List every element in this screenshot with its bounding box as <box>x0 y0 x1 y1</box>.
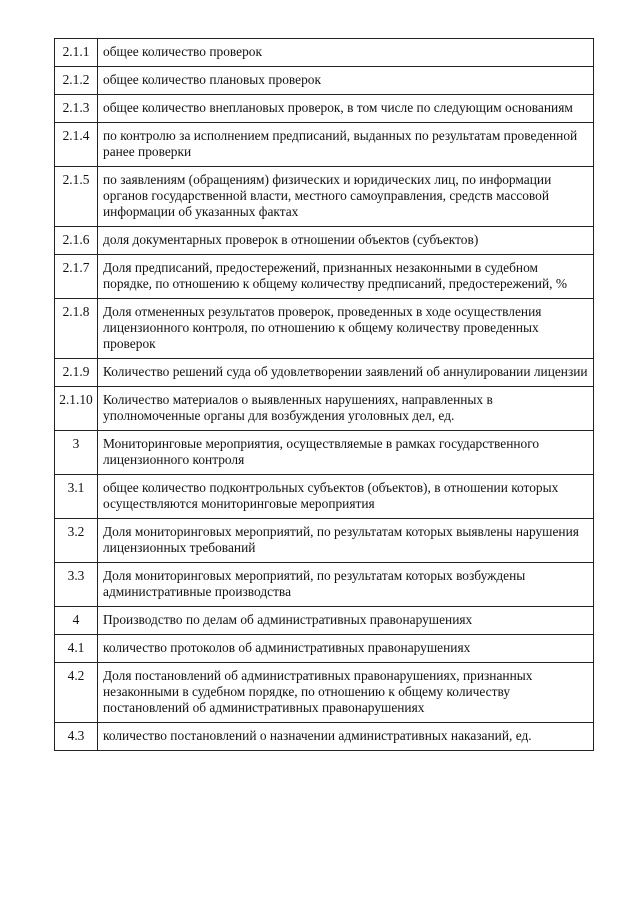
row-description-cell: Доля отмененных результатов проверок, проведенных в ходе осуществления лицензионного контроля, по отношению к общему количеству проведенных проверок <box>98 299 594 359</box>
table-row <box>55 635 594 663</box>
row-number-cell: 2.1.9 <box>55 359 98 387</box>
table-row <box>55 475 594 519</box>
row-number-cell: 3 <box>55 431 98 475</box>
row-number-cell: 2.1.1 <box>55 39 98 67</box>
row-number-cell: 2.1.8 <box>55 299 98 359</box>
row-number-cell: 3.3 <box>55 563 98 607</box>
table-row <box>55 123 594 167</box>
row-description-cell: Доля постановлений об административных правонарушениях, признанных незаконными в судебном порядке, по отношению к общему количеству постановлений об административных правонарушениях <box>98 663 594 723</box>
row-number-cell: 2.1.5 <box>55 167 98 227</box>
table-row <box>55 299 594 359</box>
table-row <box>55 723 594 751</box>
row-description-cell: Производство по делам об административных правонарушениях <box>98 607 594 635</box>
table-row <box>55 95 594 123</box>
table-row <box>55 227 594 255</box>
indicators-table-body <box>55 39 594 751</box>
row-description-cell: общее количество подконтрольных субъектов (объектов), в отношении которых осуществляются мониторинговые мероприятия <box>98 475 594 519</box>
table-row <box>55 387 594 431</box>
table-row <box>55 607 594 635</box>
row-number-cell: 4.3 <box>55 723 98 751</box>
row-description-cell: количество протоколов об административных правонарушениях <box>98 635 594 663</box>
table-row <box>55 563 594 607</box>
row-description-cell: Доля мониторинговых мероприятий, по результатам которых выявлены нарушения лицензионных требований <box>98 519 594 563</box>
table-row <box>55 39 594 67</box>
table-row <box>55 519 594 563</box>
row-number-cell: 2.1.4 <box>55 123 98 167</box>
row-description-cell: доля документарных проверок в отношении объектов (субъектов) <box>98 227 594 255</box>
table-row <box>55 167 594 227</box>
row-description-cell: Доля мониторинговых мероприятий, по результатам которых возбуждены административные производства <box>98 563 594 607</box>
table-row <box>55 431 594 475</box>
table-row <box>55 359 594 387</box>
table-row <box>55 663 594 723</box>
row-number-cell: 3.1 <box>55 475 98 519</box>
row-description-cell: Доля предписаний, предостережений, признанных незаконными в судебном порядке, по отношению к общему количеству предписаний, предостережений, % <box>98 255 594 299</box>
row-description-cell: Количество материалов о выявленных нарушениях, направленных в уполномоченные органы для возбуждения уголовных дел, ед. <box>98 387 594 431</box>
row-number-cell: 3.2 <box>55 519 98 563</box>
row-number-cell: 4.1 <box>55 635 98 663</box>
row-number-cell: 2.1.10 <box>55 387 98 431</box>
row-number-cell: 2.1.7 <box>55 255 98 299</box>
row-description-cell: количество постановлений о назначении административных наказаний, ед. <box>98 723 594 751</box>
row-description-cell: Количество решений суда об удовлетворении заявлений об аннулировании лицензии <box>98 359 594 387</box>
row-number-cell: 2.1.2 <box>55 67 98 95</box>
indicators-table <box>54 38 594 751</box>
row-description-cell: по заявлениям (обращениям) физических и юридических лиц, по информации органов государственной власти, местного самоуправления, средств массовой информации об указанных фактах <box>98 167 594 227</box>
row-number-cell: 2.1.6 <box>55 227 98 255</box>
table-row <box>55 67 594 95</box>
row-description-cell: Мониторинговые мероприятия, осуществляемые в рамках государственного лицензионного контроля <box>98 431 594 475</box>
row-number-cell: 4 <box>55 607 98 635</box>
row-description-cell: общее количество плановых проверок <box>98 67 594 95</box>
row-description-cell: по контролю за исполнением предписаний, выданных по результатам проведенной ранее проверки <box>98 123 594 167</box>
table-row <box>55 255 594 299</box>
row-number-cell: 4.2 <box>55 663 98 723</box>
row-description-cell: общее количество проверок <box>98 39 594 67</box>
row-number-cell: 2.1.3 <box>55 95 98 123</box>
row-description-cell: общее количество внеплановых проверок, в том числе по следующим основаниям <box>98 95 594 123</box>
